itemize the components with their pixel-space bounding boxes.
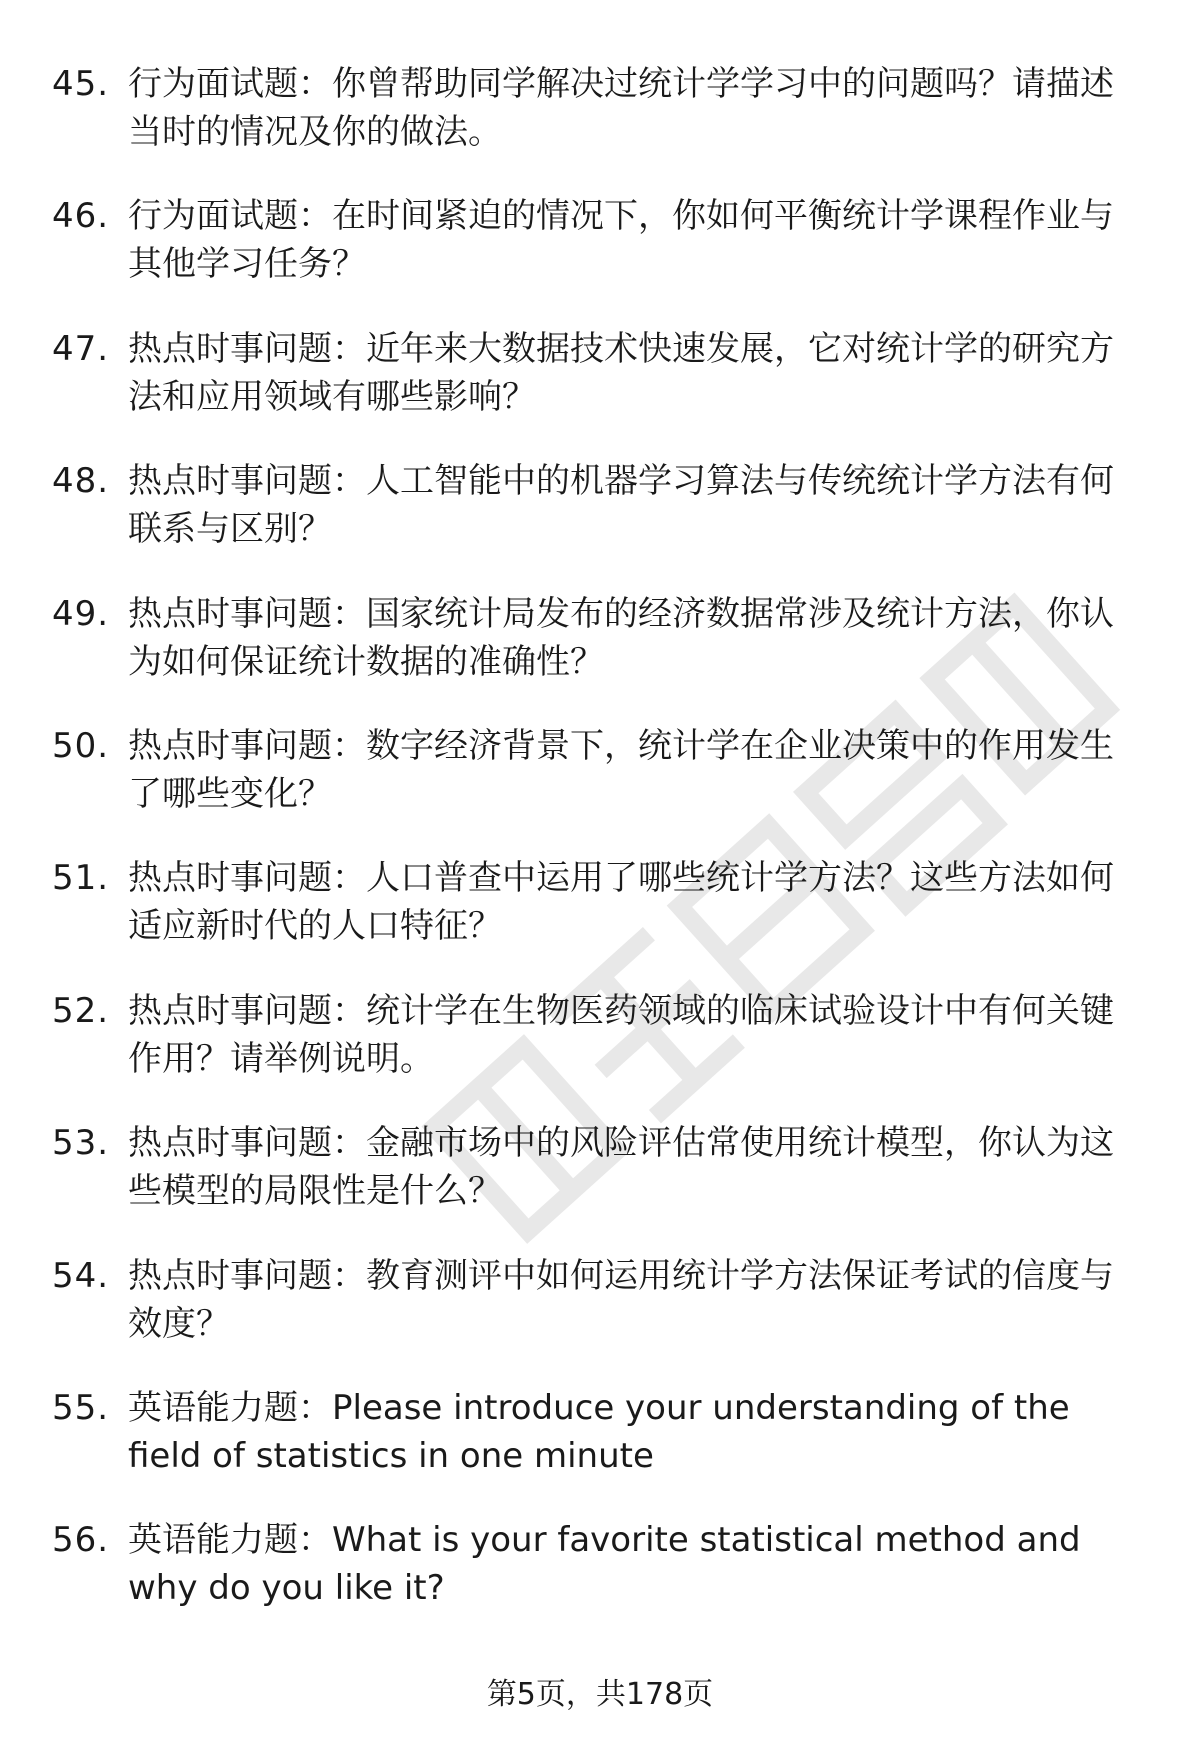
question-item: [0, 987, 1200, 1119]
question-item: [0, 192, 1200, 324]
question-number: 56.: [52, 1520, 110, 1561]
question-item: [0, 325, 1200, 457]
question-number: 52.: [52, 990, 110, 1031]
question-text: 热点时事问题：数字经济背景下，统计学在企业决策中的作用发生了哪些变化？: [128, 725, 1114, 814]
question-number: 53.: [52, 1123, 110, 1164]
question-number: 45.: [52, 64, 110, 104]
question-number: 47.: [52, 328, 110, 369]
question-item: [0, 457, 1200, 589]
question-text: 热点时事问题：人工智能中的机器学习算法与传统统计学方法有何联系与区别？: [128, 461, 1114, 550]
question-item: [0, 722, 1200, 854]
question-text: 热点时事问题：统计学在生物医药领域的临床试验设计中有何关键作用？请举例说明。: [128, 990, 1114, 1079]
question-text: 热点时事问题：人口普查中运用了哪些统计学方法？这些方法如何适应新时代的人口特征？: [128, 858, 1114, 947]
page-number-label: 第5页，共178页: [486, 1677, 714, 1712]
question-number: 55.: [52, 1387, 110, 1428]
question-item: [0, 590, 1200, 722]
question-item: [0, 1516, 1200, 1648]
question-item: [0, 1119, 1200, 1251]
question-number: 54.: [52, 1255, 110, 1296]
question-number: 49.: [52, 593, 110, 634]
question-text: 热点时事问题：教育测评中如何运用统计学方法保证考试的信度与效度？: [128, 1255, 1114, 1344]
question-text: 英语能力题：What is your favorite statistical method and why do you like it?: [128, 1520, 1081, 1609]
question-text: 英语能力题：Please introduce your understanding of the field of statistics in one minute: [128, 1387, 1070, 1476]
question-number: 51.: [52, 858, 110, 899]
question-item: [0, 1384, 1200, 1516]
question-item: [0, 60, 1200, 192]
question-item: [0, 854, 1200, 986]
question-number: 50.: [52, 725, 110, 766]
page-footer: [0, 1675, 1200, 1715]
question-text: 热点时事问题：金融市场中的风险评估常使用统计模型，你认为这些模型的局限性是什么？: [128, 1123, 1114, 1212]
question-number: 46.: [52, 196, 110, 237]
question-number: 48.: [52, 461, 110, 502]
question-list: [0, 60, 1200, 1649]
question-item: [0, 1252, 1200, 1384]
question-text: 热点时事问题：国家统计局发布的经济数据常涉及统计方法，你认为如何保证统计数据的准确性？: [128, 593, 1114, 682]
question-text: 行为面试题：你曾帮助同学解决过统计学学习中的问题吗？请描述当时的情况及你的做法。: [128, 64, 1114, 152]
question-text: 行为面试题：在时间紧迫的情况下，你如何平衡统计学课程作业与其他学习任务？: [128, 196, 1114, 285]
question-text: 热点时事问题：近年来大数据技术快速发展，它对统计学的研究方法和应用领域有哪些影响？: [128, 328, 1114, 417]
